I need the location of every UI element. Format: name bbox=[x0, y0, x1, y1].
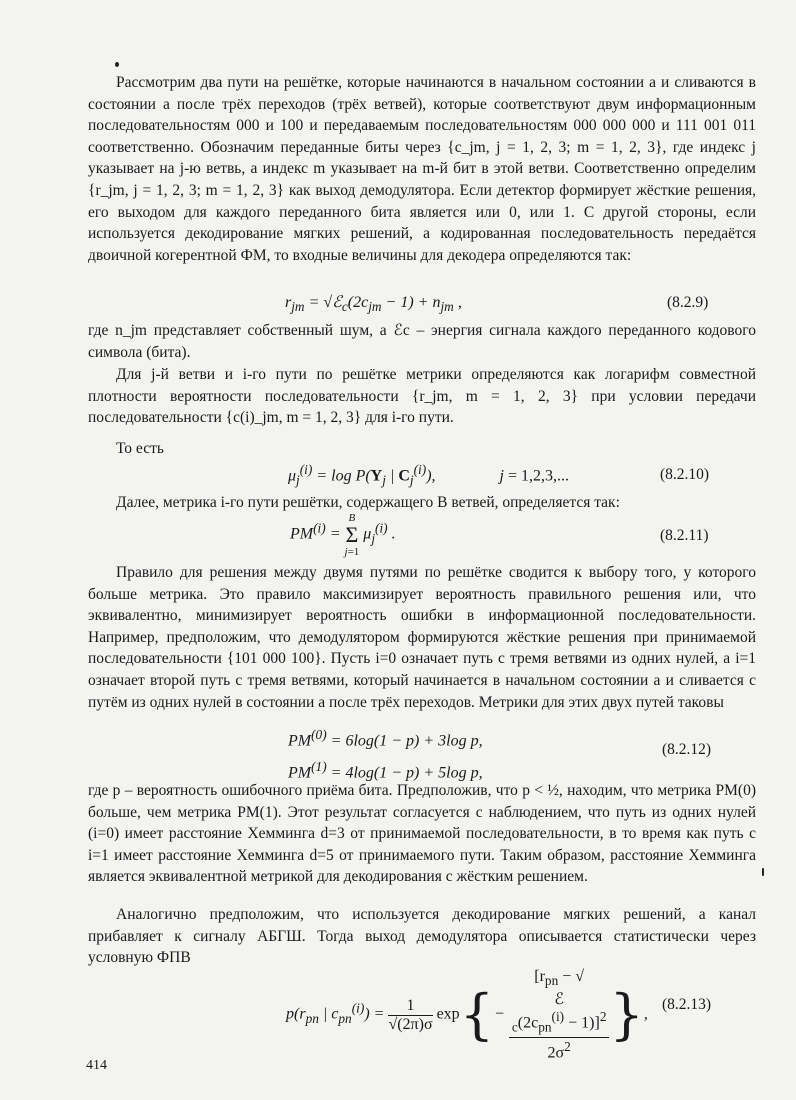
equation-8-2-12: $PM^{(0)} = 6\log(1 - p) + 3\log$ p, $PM^{(1)} = 4\log(1 - p) + 5\log$ p, bbox=[288, 727, 483, 782]
paragraph-7: где p – вероятность ошибочного приёма бита. Предположив, что p < ½, находим, что метрика PM(0) больше, чем метрика PM(1). Этот результат согласуется с наблюдением, что путь из одних нулей (i=0) имеет расстояние Хемминга d=3 от принимаемой последовательности, в то время как путь с i=1 имеет расстояние Хемминга d=5 от принимаемого пути. Таким образом, расстояние Хемминга является эквивалентной метрикой для декодирования с жёстким решением. bbox=[88, 782, 756, 886]
paragraph-4: То есть bbox=[116, 440, 164, 457]
scan-speck bbox=[762, 868, 764, 876]
paragraph-3: Для j-й ветви и i-го пути по решётке метрики определяются как логарифм совместной плотности вероятности последовательности {r_jm, m = 1, 2, 3} при условии передачи последовательности {c(i)_jm, m = 1, 2, 3} для i-го пути. bbox=[88, 366, 756, 427]
equation-number: (8.2.11) bbox=[660, 527, 709, 544]
equation-8-2-10: $\mu_j^{(i)} = \log P(Y_j$ | $C_j^{(i)}$), j = 1,2,3,... bbox=[288, 462, 570, 488]
page-number: 414 bbox=[86, 1058, 107, 1073]
equation-number: (8.2.12) bbox=[662, 741, 712, 758]
equation-number: (8.2.9) bbox=[667, 294, 709, 311]
paragraph-2: где n_jm представляет собственный шум, а ℰc – энергия сигнала каждого переданного кодового символа (бита). bbox=[88, 322, 756, 361]
paragraph-5: Далее, метрика i-го пути решётки, содержащего B ветвей, определяется так: bbox=[116, 494, 620, 511]
equation-8-2-13: $p(r_{pn}$ | $c_{pn}^{(i)}$) = $\frac{1}{√(2\pi)\sigma}$ exp{− [$r_{pn}$ − √ ℰ $_c(2c_{pn}^{(i)} - 1)]^2$ $2\sigma^2$ }, bbox=[286, 968, 648, 1062]
equation-8-2-11: $PM^{(i)}$ = B Σ j=1 $\mu_j^{(i)}$ . bbox=[290, 512, 396, 558]
equation-number: (8.2.13) bbox=[662, 996, 712, 1013]
scan-speck bbox=[115, 62, 119, 67]
equation-8-2-9: $r_{jm}$ = $√ℰ_c(2c_{jm} - 1) + n_{jm}$ , bbox=[285, 292, 462, 315]
paragraph-1: Рассмотрим два пути на решётке, которые начинаются в начальном состоянии a и сливаются в состоянии a после трёх переходов (трёх ветвей), которые соответствуют двум информационным последовательностям 000 и 100 и передаваемым последовательностям 000 000 000 и 111 001 011 соответственно. Обозначим переданные биты через {c_jm, j = 1, 2, 3; m = 1, 2, 3}, где индекс j указывает на j-ю ветвь, а индекс m указывает на m-й бит в этой ветви. Соответственно определим {r_jm, j = 1, 2, 3; m = 1, 2, 3} как выход демодулятора. Если детектор формирует жёсткие решения, его выходом для каждого переданного бита является или 0, или 1. С другой стороны, если используется декодирование мягких решений, а кодированная последовательность передаётся двоичной когерентной ФМ, то входные величины для декодера определяются так: bbox=[88, 74, 756, 264]
paragraph-6: Правило для решения между двумя путями по решётке сводится к выбору того, у которого больше метрика. Это правило максимизирует вероятность правильного решения или, что эквивалентно, минимизирует вероятность ошибки в информационной последовательности. Например, предположим, что демодулятором формируются жёсткие решения при принимаемой последовательности {101 000 100}. Пусть i=0 означает путь с тремя ветвями из одних нулей, а i=1 означает второй путь с тремя ветвями, который начинается в начальном состоянии a и сливается с путём из одних нулей в состоянии a после трёх переходов. Метрики для этих двух путей таковы bbox=[88, 564, 756, 711]
equation-number: (8.2.10) bbox=[660, 466, 710, 483]
paragraph-8: Аналогично предположим, что используется декодирование мягких решений, а канал прибавляет к сигналу АБГШ. Тогда выход демодулятора описывается статистически через условную ФПВ bbox=[88, 906, 756, 967]
